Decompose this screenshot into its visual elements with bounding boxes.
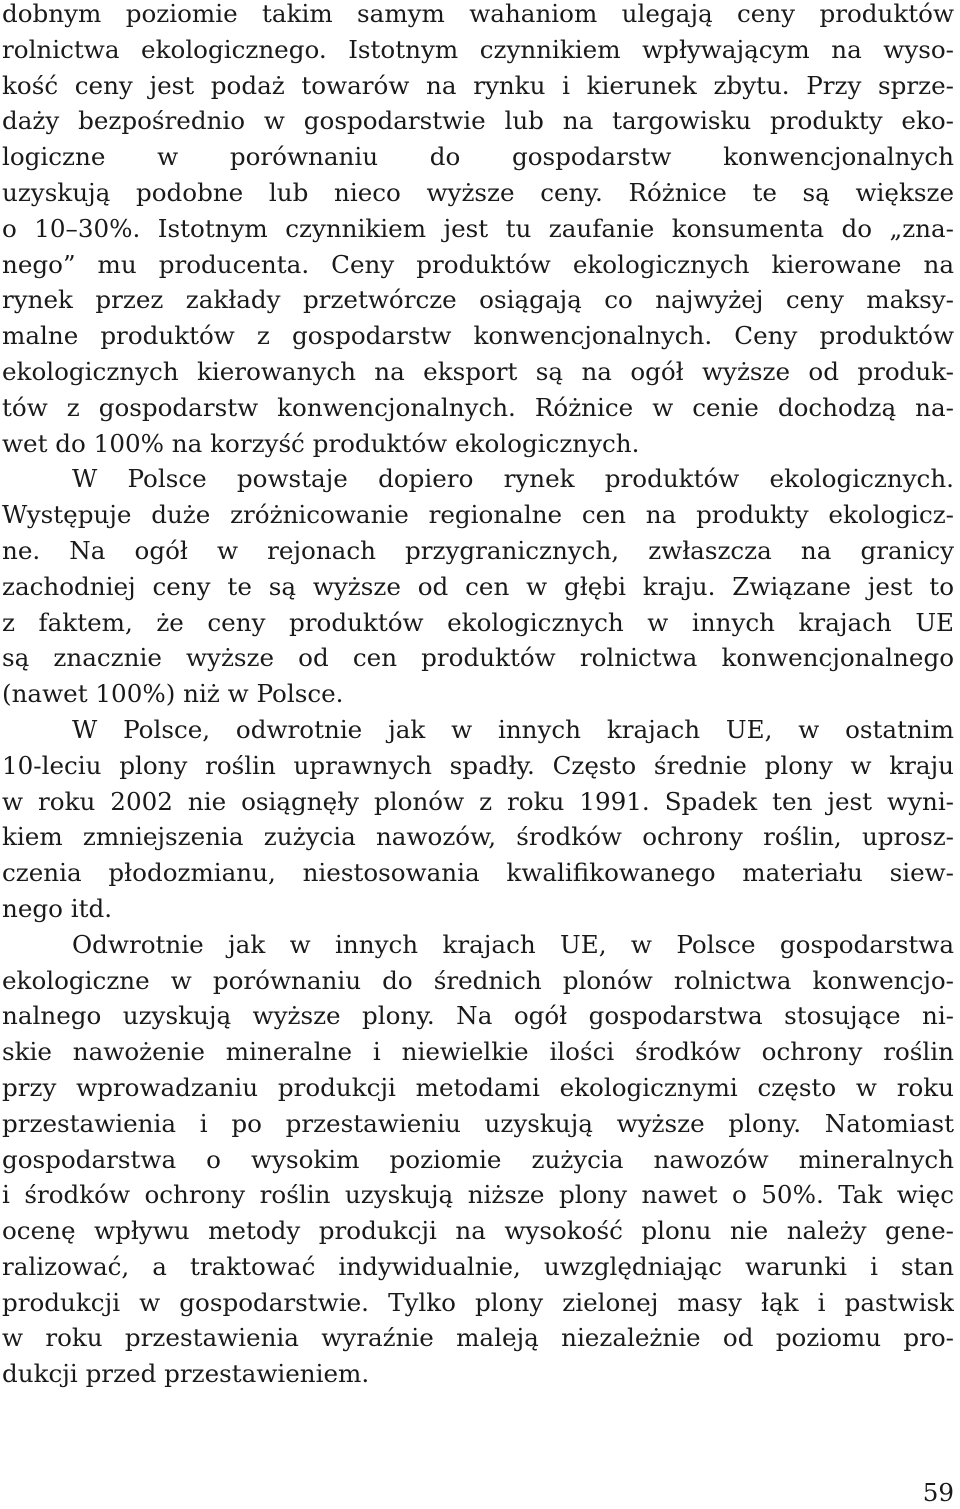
text-line: ralizować, a traktować indywidualnie, uwzględniając warunki i stan [2, 1251, 954, 1281]
text-line: z faktem, że ceny produktów ekologicznych w innych krajach UE [2, 607, 954, 637]
text-line: kiem zmniejszenia zużycia nawozów, środków ochrony roślin, uprosz- [2, 822, 954, 852]
text-line: w roku 2002 nie osiągnęły plonów z roku 1991. Spadek ten jest wyni- [2, 786, 954, 816]
text-line: produkcji w gospodarstwie. Tylko plony zielonej masy łąk i pastwisk [2, 1287, 954, 1317]
body-text [2, 0, 954, 1392]
text-line: uzyskują podobne lub nieco wyższe ceny. Różnice te są większe [2, 177, 954, 207]
text-line: Występuje duże zróżnicowanie regionalne cen na produkty ekologicz- [2, 500, 954, 530]
text-line: ekologiczne w porównaniu do średnich plonów rolnictwa konwencjo- [2, 965, 954, 995]
text-line: nego itd. [2, 893, 113, 923]
text-line: ekologicznych kierowanych na eksport są na ogół wyższe od produk- [2, 356, 954, 386]
text-line: ocenę wpływu metody produkcji na wysokość plonu nie należy gene- [2, 1216, 954, 1246]
text-line: 10-leciu plony roślin uprawnych spadły. Często średnie plony w kraju [2, 750, 954, 780]
text-line: rynek przez zakłady przetwórcze osiągają co najwyżej ceny maksy- [2, 285, 954, 315]
text-line: gospodarstwa o wysokim poziomie zużycia nawozów mineralnych [2, 1144, 954, 1174]
text-line: W Polsce, odwrotnie jak w innych krajach UE, w ostatnim [72, 714, 954, 744]
text-line: tów z gospodarstw konwencjonalnych. Różnice w cenie dochodzą na- [2, 392, 954, 422]
text-line: zachodniej ceny te są wyższe od cen w głębi kraju. Związane jest to [2, 571, 954, 601]
text-line: (nawet 100%) niż w Polsce. [2, 679, 344, 709]
text-line: rolnictwa ekologicznego. Istotnym czynnikiem wpływającym na wyso- [2, 34, 954, 64]
text-line: są znacznie wyższe od cen produktów rolnictwa konwencjonalnego [2, 643, 954, 673]
text-line: w roku przestawienia wyraźnie maleją niezależnie od poziomu pro- [2, 1323, 954, 1353]
text-line: W Polsce powstaje dopiero rynek produktów ekologicznych. [72, 464, 954, 494]
text-line: dobnym poziomie takim samym wahaniom ulegają ceny produktów [2, 0, 954, 28]
text-line: czenia płodozmianu, niestosowania kwalifikowanego materiału siew- [2, 858, 954, 888]
text-line: nego” mu producenta. Ceny produktów ekologicznych kierowane na [2, 249, 954, 279]
text-line: logiczne w porównaniu do gospodarstw konwencjonalnych [2, 142, 954, 172]
text-line: kość ceny jest podaż towarów na rynku i kierunek zbytu. Przy sprze- [2, 70, 954, 100]
text-line: wet do 100% na korzyść produktów ekologicznych. [2, 428, 640, 458]
text-line: malne produktów z gospodarstw konwencjonalnych. Ceny produktów [2, 321, 954, 351]
text-line: i środków ochrony roślin uzyskują niższe plony nawet o 50%. Tak więc [2, 1180, 954, 1210]
text-line: przy wprowadzaniu produkcji metodami ekologicznymi często w roku [2, 1072, 954, 1102]
text-line: daży bezpośrednio w gospodarstwie lub na targowisku produkty eko- [2, 106, 954, 136]
text-line: ne. Na ogół w rejonach przygranicznych, zwłaszcza na granicy [2, 535, 954, 565]
text-line: o 10–30%. Istotnym czynnikiem jest tu zaufanie konsumenta do „zna- [2, 213, 954, 243]
text-line: dukcji przed przestawieniem. [2, 1359, 370, 1389]
text-line: skie nawożenie mineralne i niewielkie ilości środków ochrony roślin [2, 1037, 954, 1067]
text-line: nalnego uzyskują wyższe plony. Na ogół gospodarstwa stosujące ni- [2, 1001, 954, 1031]
text-line: przestawienia i po przestawieniu uzyskują wyższe plony. Natomiast [2, 1108, 954, 1138]
text-line: Odwrotnie jak w innych krajach UE, w Polsce gospodarstwa [72, 929, 954, 959]
page-number: 59 [922, 1478, 954, 1507]
